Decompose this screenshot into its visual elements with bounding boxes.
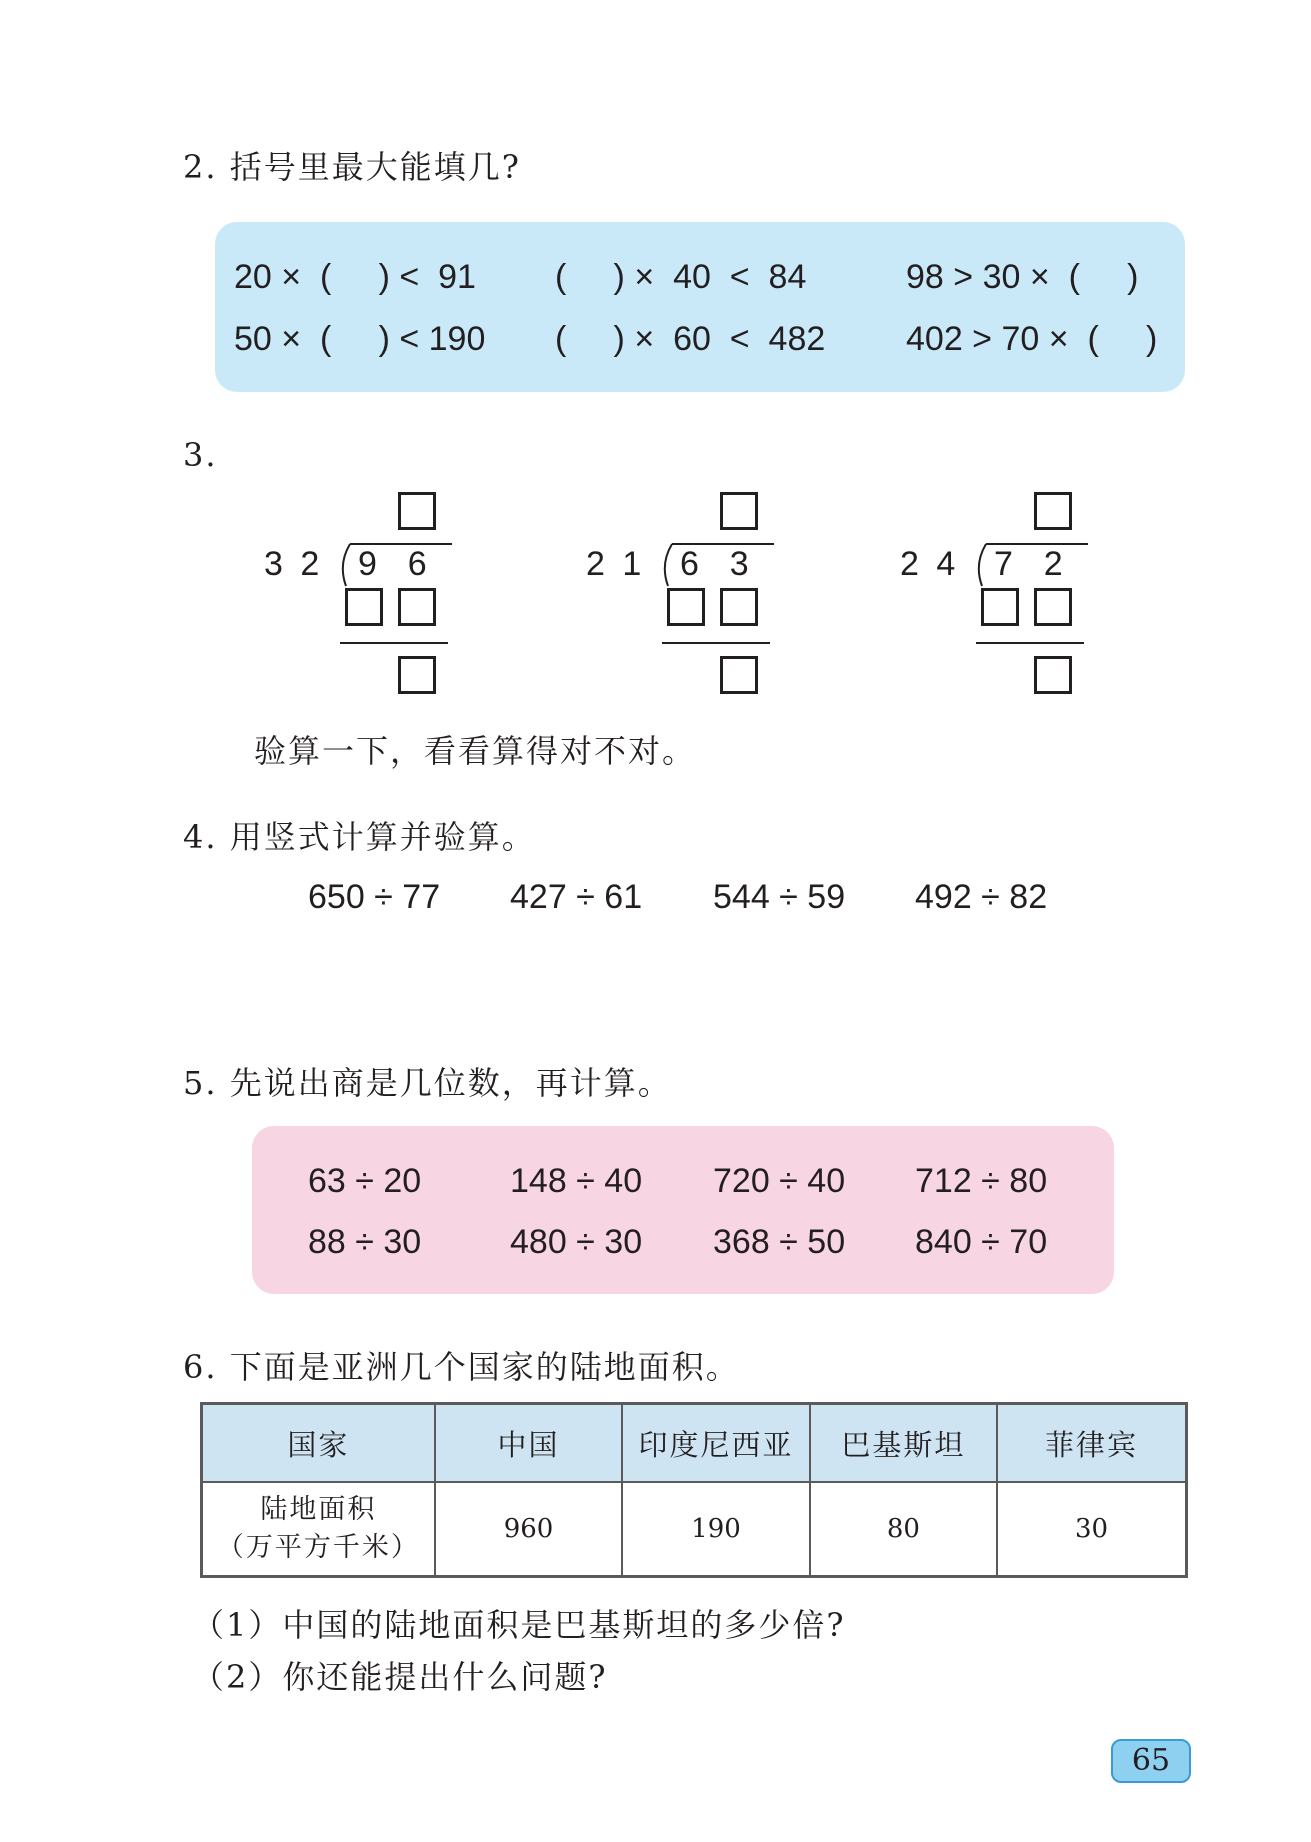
q5-problem: 368 ÷ 50	[713, 1223, 846, 1261]
divisor: 2 4	[900, 545, 960, 583]
q2-expression: 50 × ( ) < 190	[234, 320, 486, 358]
question-4-title: 4. 用竖式计算并验算。	[183, 818, 536, 856]
q4-problem: 544 ÷ 59	[713, 878, 846, 916]
table-row	[202, 1482, 1187, 1577]
quotient-box[interactable]	[398, 492, 436, 530]
q5-problem: 712 ÷ 80	[915, 1162, 1048, 1200]
row-label: 陆地面积	[260, 1494, 377, 1525]
value-cell: 960	[435, 1482, 622, 1577]
q6-sub-question-1: （1）中国的陆地面积是巴基斯坦的多少倍?	[192, 1606, 846, 1644]
dividend: 6 3	[680, 545, 753, 583]
dividend: 9 6	[358, 545, 431, 583]
q5-problem: 63 ÷ 20	[308, 1162, 422, 1200]
divisor: 3 2	[264, 545, 324, 583]
value-cell: 80	[810, 1482, 997, 1577]
q2-expression: 98 > 30 × ( )	[906, 258, 1139, 296]
q4-problem: 427 ÷ 61	[510, 878, 643, 916]
product-box[interactable]	[398, 588, 436, 626]
question-2-title: 2. 括号里最大能填几?	[183, 148, 521, 186]
product-box[interactable]	[981, 588, 1019, 626]
land-area-table	[200, 1402, 1188, 1578]
question-3-title: 3.	[183, 436, 218, 474]
product-box[interactable]	[345, 588, 383, 626]
question-5-title: 5. 先说出商是几位数，再计算。	[183, 1064, 672, 1102]
q2-expression-panel	[215, 222, 1185, 392]
question-6-title: 6. 下面是亚洲几个国家的陆地面积。	[183, 1348, 740, 1386]
q5-problem: 148 ÷ 40	[510, 1162, 643, 1200]
dividend: 7 2	[994, 545, 1067, 583]
q6-sub-question-2: （2）你还能提出什么问题?	[192, 1658, 608, 1696]
q5-problem: 840 ÷ 70	[915, 1223, 1048, 1261]
subtraction-line	[976, 642, 1084, 644]
product-box[interactable]	[720, 588, 758, 626]
product-box[interactable]	[667, 588, 705, 626]
q5-problem: 480 ÷ 30	[510, 1223, 643, 1261]
q2-expression: ( ) × 60 < 482	[555, 320, 826, 358]
header-cell: 巴基斯坦	[810, 1404, 997, 1483]
remainder-box[interactable]	[398, 656, 436, 694]
q5-problem: 720 ÷ 40	[713, 1162, 846, 1200]
remainder-box[interactable]	[720, 656, 758, 694]
q2-expression: ( ) × 40 < 84	[555, 258, 807, 296]
row-label-cell	[202, 1482, 435, 1577]
value-cell: 30	[997, 1482, 1186, 1577]
q5-problem: 88 ÷ 30	[308, 1223, 422, 1261]
table-header-row	[202, 1404, 1187, 1483]
q4-problem: 650 ÷ 77	[308, 878, 441, 916]
page-number-badge: 65	[1111, 1739, 1191, 1783]
q2-expression: 20 × ( ) < 91	[234, 258, 476, 296]
row-unit: （万平方千米）	[216, 1532, 420, 1563]
subtraction-line	[340, 642, 448, 644]
quotient-box[interactable]	[720, 492, 758, 530]
header-cell: 中国	[435, 1404, 622, 1483]
q2-expression: 402 > 70 × ( )	[906, 320, 1158, 358]
value-cell: 190	[622, 1482, 809, 1577]
q3-check-note: 验算一下，看看算得对不对。	[254, 732, 697, 770]
remainder-box[interactable]	[1034, 656, 1072, 694]
header-cell: 印度尼西亚	[622, 1404, 809, 1483]
product-box[interactable]	[1034, 588, 1072, 626]
header-cell: 菲律宾	[997, 1404, 1186, 1483]
q4-problem: 492 ÷ 82	[915, 878, 1048, 916]
divisor: 2 1	[586, 545, 646, 583]
subtraction-line	[662, 642, 770, 644]
quotient-box[interactable]	[1034, 492, 1072, 530]
q5-problem-panel	[252, 1126, 1114, 1294]
header-cell: 国家	[202, 1404, 435, 1483]
